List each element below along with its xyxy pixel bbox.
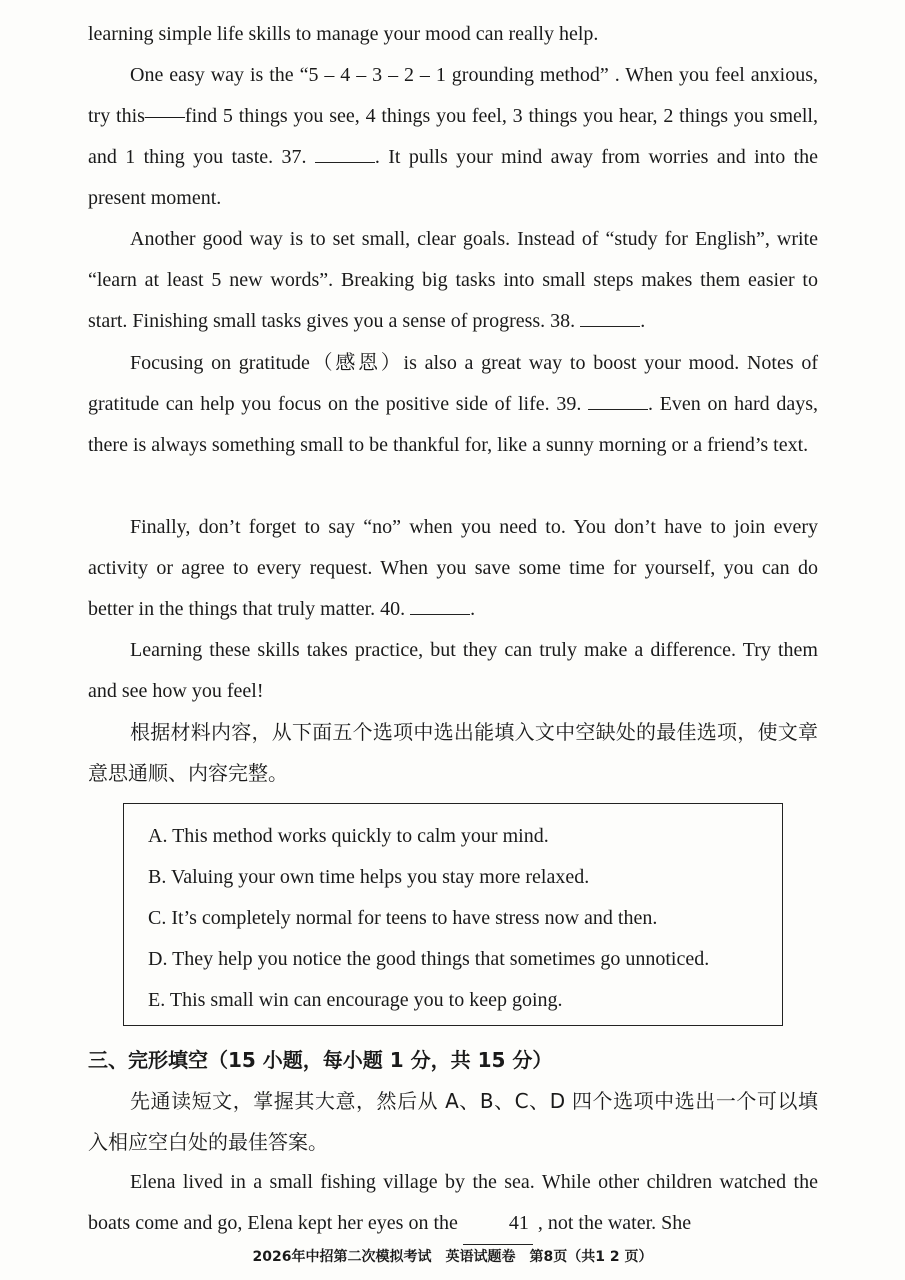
option-b[interactable]: B. Valuing your own time helps you stay more relaxed.	[148, 866, 590, 888]
blank-40[interactable]	[410, 596, 470, 615]
section-3-instruction: 先通读短文，掌握其大意，然后从 A、B、C、D 四个选项中选出一个可以填入相应空白处的最佳答案。	[88, 1089, 818, 1154]
blank-38[interactable]	[580, 308, 640, 327]
task-instruction: 根据材料内容，从下面五个选项中选出能填入文中空缺处的最佳选项，使文章意思通顺、内容完整。	[88, 720, 818, 785]
page-footer: 2026年中招第二次模拟考试 英语试题卷 第8页（共1 2 页）	[252, 1249, 653, 1265]
paragraph-3: Focusing on gratitude（感恩）is also a great way to boost your mood. Notes of gratitude can help you focus on the positive side of life. 39. . Even on hard days, there is always something small to be thankful for, like a sunny morning or a friend’s text.	[88, 352, 819, 456]
option-d[interactable]: D. They help you notice the good things that sometimes go unnoticed.	[148, 948, 710, 970]
blank-37[interactable]	[315, 144, 375, 163]
blank-39[interactable]	[588, 391, 648, 410]
cloze-passage: Elena lived in a small fishing village by the sea. While other children watched the boats come and go, Elena kept her eyes on the 41 , not the water. She	[88, 1162, 818, 1245]
paragraph-2: Another good way is to set small, clear goals. Instead of “study for English”, write “learn at least 5 new words”. Breaking big tasks into small steps makes them easier to start. Finishing small tasks gives you a sense of progress. 38. .	[88, 228, 818, 332]
option-c[interactable]: C. It’s completely normal for teens to have stress now and then.	[148, 907, 658, 929]
paragraph-1: One easy way is the “5 – 4 – 3 – 2 – 1 grounding method” . When you feel anxious, try this——find 5 things you see, 4 things you feel, 3 things you hear, 2 things you smell, and 1 thing you taste. 37. . It pulls your mind away from worries and into the present moment.	[88, 64, 818, 209]
section-3-title: 三、完形填空（15 小题，每小题 1 分，共 15 分）	[88, 1048, 553, 1072]
passage-line-top: learning simple life skills to manage your mood can really help.	[88, 23, 599, 45]
option-a[interactable]: A. This method works quickly to calm your mind.	[148, 825, 549, 847]
blank-41[interactable]: 41	[463, 1203, 533, 1245]
option-e[interactable]: E. This small win can encourage you to keep going.	[148, 989, 563, 1011]
paragraph-5: Learning these skills takes practice, but they can truly make a difference. Try them and see how you feel!	[88, 639, 818, 702]
paragraph-4: Finally, don’t forget to say “no” when you need to. You don’t have to join every activity or agree to every request. When you save some time for yourself, you can do better in the things that truly matter. 40. .	[88, 516, 818, 620]
options-box	[123, 803, 783, 1026]
